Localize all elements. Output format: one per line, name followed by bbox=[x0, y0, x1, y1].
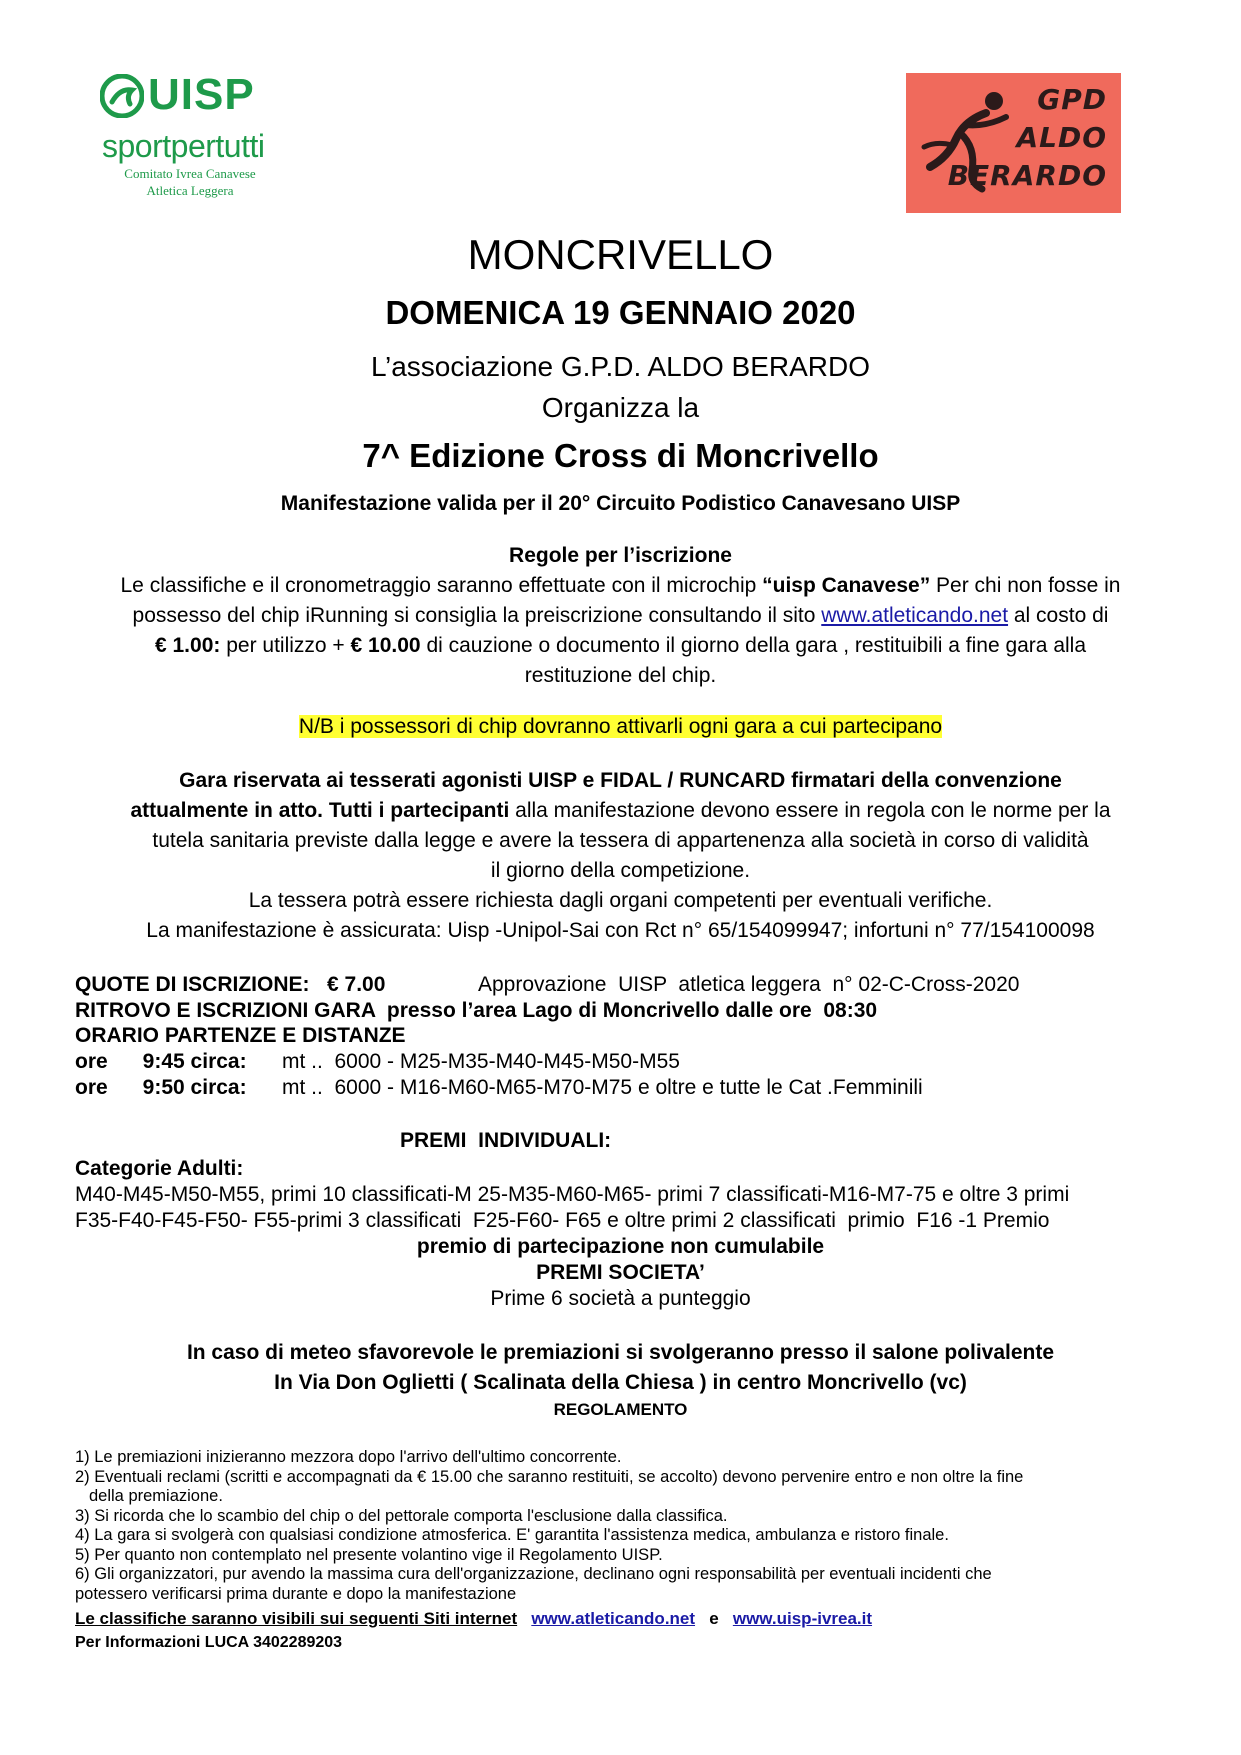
rules-heading: Regole per l’iscrizione bbox=[509, 544, 732, 567]
regolamento-list bbox=[75, 1448, 1175, 1604]
approval-line: Approvazione UISP atletica leggera n° 02-C-Cross-2020 bbox=[478, 973, 1020, 996]
gpd-logo-line1: GPD bbox=[1037, 83, 1107, 116]
prizes-heading: PREMI INDIVIDUALI: bbox=[400, 1129, 612, 1152]
rule-item: 5) Per quanto non contemplato nel presente volantino vige il Regolamento UISP. bbox=[75, 1545, 663, 1564]
gpd-logo bbox=[906, 73, 1121, 213]
atleticando-link[interactable]: www.atleticando.net bbox=[821, 604, 1009, 627]
rules-line: € 1.00: per utilizzo + € 10.00 di cauzione o documento il giorno della gara , restituibili a fine gara alla bbox=[154, 634, 1087, 657]
venue-line: In Via Don Oglietti ( Scalinata della Chiesa ) in centro Moncrivello (vc) bbox=[274, 1371, 967, 1394]
gpd-logo-line2: ALDO bbox=[1016, 121, 1107, 154]
chip-note-highlight: N/B i possessori di chip dovranno attivarli ogni gara a cui partecipano bbox=[298, 715, 943, 738]
rule-item: 2) Eventuali reclami (scritti e accompagnati da € 15.00 che saranno restituiti, se accolto) devono pervenire entro e non oltre la fine bbox=[75, 1467, 1024, 1486]
uisp-logo bbox=[100, 70, 300, 220]
uisp-tagline: sportpertutti bbox=[102, 128, 265, 164]
participation-prize: premio di partecipazione non cumulabile bbox=[416, 1235, 825, 1258]
sites-line: Le classifiche saranno visibili sui seguenti Siti internet www.atleticando.net e www.uisp-ivrea.it bbox=[75, 1609, 873, 1628]
rule-item: 6) Gli organizzatori, pur avendo la massima cura dell'organizzazione, declinano ogni responsabilità per eventuali incidenti che bbox=[75, 1565, 992, 1583]
contact-line: Per Informazioni LUCA 3402289203 bbox=[75, 1634, 343, 1651]
edition-title: 7^ Edizione Cross di Moncrivello bbox=[362, 437, 879, 474]
event-date: DOMENICA 19 GENNAIO 2020 bbox=[385, 294, 856, 331]
organizza-label: Organizza la bbox=[541, 392, 700, 423]
rule-item: 4) La gara si svolgerà con qualsiasi condizione atmosferica. E' garantita l'assistenza medica, ambulanza e ristoro finale. bbox=[75, 1526, 949, 1544]
team-prizes-text: Prime 6 società a punteggio bbox=[490, 1287, 751, 1310]
prizes-female: F35-F40-F45-F50- F55-primi 3 classificati F25-F60- F65 e oltre primi 2 classificati primio F16 -1 Premio bbox=[75, 1209, 1050, 1232]
uisp-wordmark: UISP bbox=[148, 70, 255, 119]
rules-line: Le classifiche e il cronometraggio saranno effettuate con il microchip “uisp Canavese” Per chi non fosse in bbox=[120, 574, 1121, 597]
uisp-committee: Comitato Ivrea Canavese bbox=[124, 166, 256, 181]
circuit-note: Manifestazione valida per il 20° Circuito Podistico Canavesano UISP bbox=[280, 492, 961, 515]
rules-line: restituzione del chip. bbox=[524, 664, 717, 687]
eligibility-line: La tessera potrà essere richiesta dagli organi competenti per eventuali verifiche. bbox=[248, 889, 993, 912]
eligibility-line: tutela sanitaria previste dalla legge e avere la tessera di appartenenza alla società in corso di validità bbox=[152, 829, 1089, 852]
prizes-category: Categorie Adulti: bbox=[75, 1157, 244, 1180]
uisp-ivrea-link[interactable]: www.uisp-ivrea.it bbox=[732, 1609, 873, 1628]
town-title: MONCRIVELLO bbox=[467, 231, 774, 278]
rule-item: della premiazione. bbox=[89, 1487, 223, 1505]
fee-line: QUOTE DI ISCRIZIONE: € 7.00 bbox=[75, 973, 386, 996]
atleticando-footer-link[interactable]: www.atleticando.net bbox=[531, 1609, 696, 1628]
weather-line: In caso di meteo sfavorevole le premiazioni si svolgeranno presso il salone polivalente bbox=[186, 1341, 1055, 1364]
meeting-line: RITROVO E ISCRIZIONI GARA presso l’area Lago di Moncrivello dalle ore 08:30 bbox=[75, 999, 878, 1022]
start-distance-1: mt .. 6000 - M25-M35-M40-M45-M50-M55 bbox=[282, 1050, 680, 1073]
organizer: L’associazione G.P.D. ALDO BERARDO bbox=[370, 351, 871, 382]
team-prizes-heading: PREMI SOCIETA’ bbox=[536, 1261, 705, 1284]
gpd-logo-line3: BERARDO bbox=[947, 159, 1107, 192]
insurance-line: La manifestazione è assicurata: Uisp -Unipol-Sai con Rct n° 65/154099947; infortuni n° 77/154100098 bbox=[146, 919, 1095, 942]
start-time-2: ore 9:50 circa: bbox=[75, 1076, 247, 1099]
start-time-1: ore 9:45 circa: bbox=[75, 1050, 247, 1073]
rule-item: 3) Si ricorda che lo scambio del chip o del pettorale comporta l'esclusione dalla classifica. bbox=[75, 1506, 728, 1525]
uisp-runner-icon bbox=[100, 74, 144, 118]
eligibility-line: Gara riservata ai tesserati agonisti UISP e FIDAL / RUNCARD firmatari della convenzione bbox=[179, 769, 1062, 792]
eligibility-line: il giorno della competizione. bbox=[490, 859, 751, 882]
prizes-male: M40-M45-M50-M55, primi 10 classificati-M 25-M35-M60-M65- primi 7 classificati-M16-M7-75 e oltre 3 primi bbox=[75, 1183, 1070, 1206]
start-distance-2: mt .. 6000 - M16-M60-M65-M70-M75 e oltre e tutte le Cat .Femminili bbox=[282, 1076, 923, 1099]
chip-note bbox=[0, 714, 1241, 739]
schedule-heading: ORARIO PARTENZE E DISTANZE bbox=[75, 1024, 406, 1047]
eligibility-line: attualmente in atto. Tutti i partecipanti alla manifestazione devono essere in regola con le norme per la bbox=[130, 799, 1111, 822]
regolamento-heading: REGOLAMENTO bbox=[553, 1400, 688, 1419]
uisp-section: Atletica Leggera bbox=[146, 183, 234, 198]
rule-item: potessero verificarsi prima durante e dopo la manifestazione bbox=[75, 1584, 517, 1603]
rule-item: 1) Le premiazioni inizieranno mezzora dopo l'arrivo dell'ultimo concorrente. bbox=[75, 1448, 622, 1466]
sites-label: Le classifiche saranno visibili sui seguenti Siti internet bbox=[75, 1609, 518, 1628]
rules-line: possesso del chip iRunning si consiglia la preiscrizione consultando il sito www.atleticando.net al costo di bbox=[132, 604, 1109, 627]
